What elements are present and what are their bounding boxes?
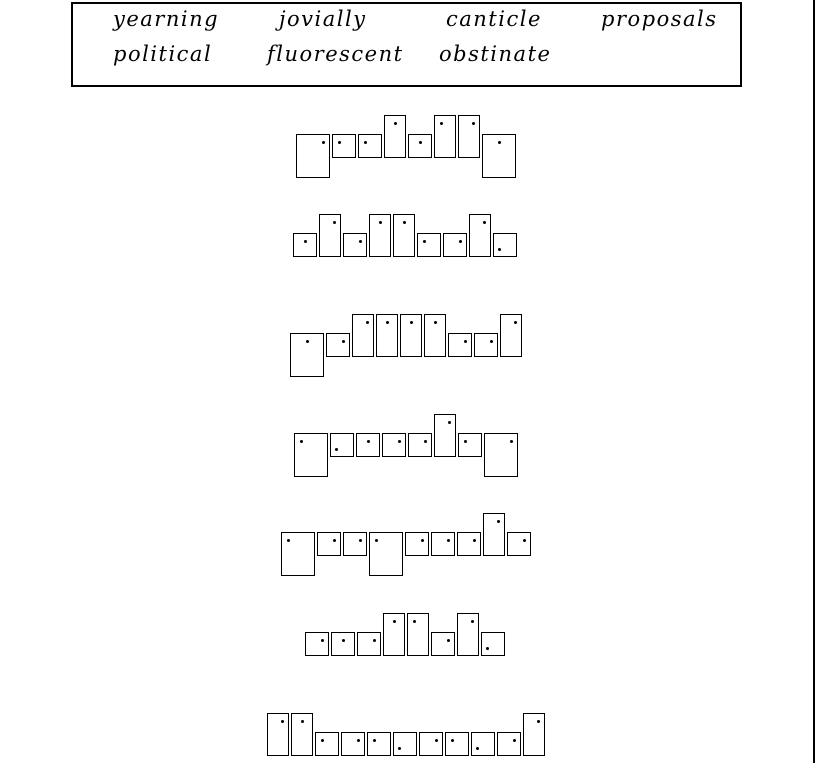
letter-box <box>356 433 380 457</box>
letter-box <box>408 134 432 158</box>
letter-dot <box>300 440 303 443</box>
letter-dot <box>321 739 324 742</box>
letter-box <box>357 632 381 656</box>
letter-dot <box>373 639 376 642</box>
letter-dot <box>537 720 540 723</box>
letter-dot <box>398 747 401 750</box>
letter-box <box>281 532 315 576</box>
letter-box <box>484 433 518 477</box>
letter-box <box>469 214 491 257</box>
letter-dot <box>373 739 376 742</box>
letter-box <box>434 414 456 457</box>
letter-box <box>343 532 367 556</box>
letter-box <box>408 433 432 457</box>
letter-dot <box>367 440 370 443</box>
word-bank-word: yearning <box>113 7 220 31</box>
letter-dot <box>359 539 362 542</box>
letter-box <box>330 433 354 457</box>
letter-dot <box>386 321 389 324</box>
word-bank-word: proposals <box>601 7 718 31</box>
letter-dot <box>338 141 341 144</box>
letter-box <box>471 732 495 756</box>
letter-dot <box>364 141 367 144</box>
page-right-border <box>813 0 815 763</box>
letter-box <box>457 613 479 656</box>
letter-dot <box>287 539 290 542</box>
letter-box <box>294 433 328 477</box>
letter-box <box>382 433 406 457</box>
letter-dot <box>434 321 437 324</box>
letter-box <box>383 613 405 656</box>
letter-box <box>352 314 374 357</box>
letter-box <box>400 314 422 357</box>
letter-dot <box>523 539 526 542</box>
letter-box <box>341 732 365 756</box>
letter-box <box>424 314 446 357</box>
word-bank-word: political <box>113 42 213 66</box>
letter-dot <box>301 720 304 723</box>
letter-dot <box>486 647 489 650</box>
letter-box <box>431 532 455 556</box>
letter-box <box>417 233 441 257</box>
letter-box <box>369 532 403 576</box>
letter-box <box>296 134 330 178</box>
letter-dot <box>472 122 475 125</box>
letter-dot <box>281 720 284 723</box>
letter-box <box>291 713 313 756</box>
letter-dot <box>513 739 516 742</box>
letter-box <box>497 732 521 756</box>
letter-box <box>393 214 415 257</box>
word-bank-word: canticle <box>446 7 542 31</box>
letter-dot <box>473 539 476 542</box>
letter-box <box>458 115 480 158</box>
letter-dot <box>464 440 467 443</box>
letter-box <box>458 433 482 457</box>
letter-dot <box>471 620 474 623</box>
letter-dot <box>410 321 413 324</box>
letter-dot <box>451 739 454 742</box>
letter-box <box>326 333 350 357</box>
letter-dot <box>366 321 369 324</box>
letter-box <box>482 134 516 178</box>
letter-dot <box>342 639 345 642</box>
letter-box <box>317 532 341 556</box>
letter-dot <box>497 520 500 523</box>
letter-box <box>448 333 472 357</box>
letter-box <box>500 314 522 357</box>
letter-dot <box>379 221 382 224</box>
letter-box <box>481 632 505 656</box>
letter-box <box>507 532 531 556</box>
letter-box <box>369 214 391 257</box>
letter-dot <box>510 440 513 443</box>
letter-dot <box>498 141 501 144</box>
letter-box <box>331 632 355 656</box>
word-bank <box>71 2 742 87</box>
letter-dot <box>342 340 345 343</box>
letter-dot <box>440 122 443 125</box>
letter-box <box>293 233 317 257</box>
letter-dot <box>322 141 325 144</box>
letter-dot <box>498 248 501 251</box>
word-bank-word: obstinate <box>439 42 552 66</box>
letter-dot <box>448 421 451 424</box>
letter-box <box>384 115 406 158</box>
letter-box <box>376 314 398 357</box>
letter-dot <box>424 440 427 443</box>
letter-dot <box>419 141 422 144</box>
letter-dot <box>435 739 438 742</box>
letter-dot <box>459 240 462 243</box>
letter-box <box>315 732 339 756</box>
letter-dot <box>393 620 396 623</box>
letter-dot <box>421 539 424 542</box>
letter-dot <box>333 539 336 542</box>
letter-dot <box>423 240 426 243</box>
letter-box <box>305 632 329 656</box>
letter-dot <box>447 639 450 642</box>
letter-dot <box>304 240 307 243</box>
letter-dot <box>403 221 406 224</box>
letter-box <box>405 532 429 556</box>
letter-box <box>431 632 455 656</box>
letter-dot <box>359 240 362 243</box>
letter-box <box>367 732 391 756</box>
letter-box <box>343 233 367 257</box>
letter-dot <box>357 739 360 742</box>
letter-box <box>358 134 382 158</box>
letter-box <box>443 233 467 257</box>
letter-box <box>393 732 417 756</box>
letter-dot <box>306 340 309 343</box>
letter-box <box>474 333 498 357</box>
letter-box <box>483 513 505 556</box>
letter-box <box>457 532 481 556</box>
letter-box <box>445 732 469 756</box>
letter-dot <box>514 321 517 324</box>
letter-box <box>290 333 324 377</box>
letter-dot <box>413 620 416 623</box>
letter-dot <box>394 122 397 125</box>
letter-dot <box>447 539 450 542</box>
letter-box <box>332 134 356 158</box>
letter-box <box>434 115 456 158</box>
letter-box <box>523 713 545 756</box>
letter-dot <box>333 221 336 224</box>
letter-dot <box>483 221 486 224</box>
word-bank-word: fluorescent <box>267 42 404 66</box>
letter-box <box>419 732 443 756</box>
letter-dot <box>375 539 378 542</box>
letter-dot <box>490 340 493 343</box>
letter-box <box>493 233 517 257</box>
word-bank-word: jovially <box>279 7 367 31</box>
letter-dot <box>476 747 479 750</box>
letter-dot <box>335 448 338 451</box>
letter-dot <box>398 440 401 443</box>
letter-box <box>319 214 341 257</box>
letter-box <box>407 613 429 656</box>
letter-dot <box>321 639 324 642</box>
letter-dot <box>464 340 467 343</box>
letter-box <box>267 713 289 756</box>
